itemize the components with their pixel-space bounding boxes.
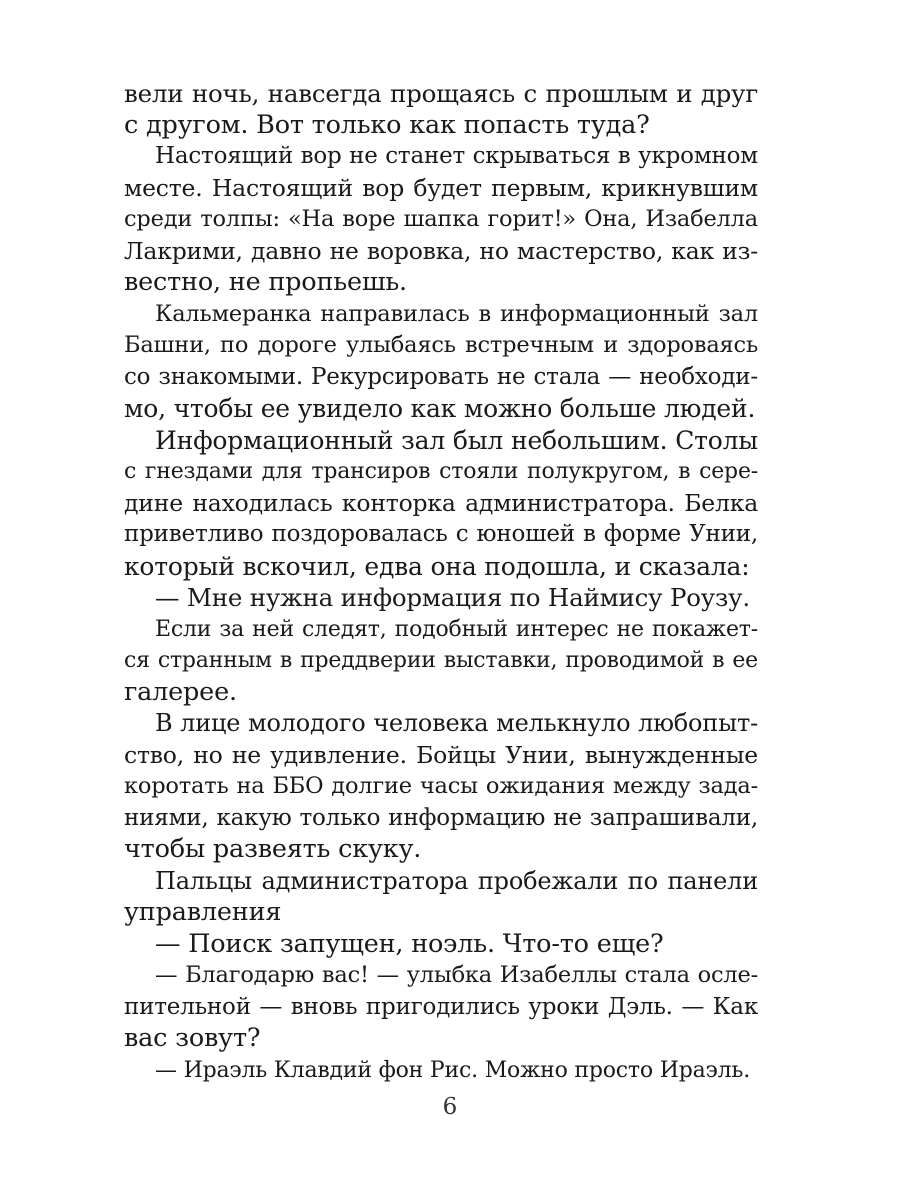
text-line: чтобы развеять скуку.: [124, 834, 422, 864]
text-line: Пальцы администратора пробежали по панели: [155, 866, 758, 895]
text-line: — Ираэль Клавдий фон Рис. Можно просто Ираэль.: [155, 1057, 750, 1083]
text-line: с другом. Вот только как попасть туда?: [124, 109, 650, 140]
page-body: [124, 78, 758, 1086]
text-line: приветливо поздоровалась с юношей в форме Унии,: [124, 521, 758, 547]
text-line: вас зовут?: [124, 1023, 261, 1053]
paragraph: [124, 1055, 758, 1087]
text-line: Лакрими, давно не воровка, но мастерство, как из-: [124, 236, 758, 265]
text-line: Информационный зал был небольшим. Столы: [155, 425, 758, 455]
text-line: Настоящий вор не станет скрываться в укромном: [155, 143, 758, 169]
text-line: Кальмеранка направилась в информационный зал: [155, 300, 758, 327]
text-line: коротать на ББО долгие часы ожидания между зада-: [124, 773, 758, 799]
text-line: пительной — вновь пригодились уроки Дэль. — Как: [124, 993, 758, 1020]
paragraph: [124, 78, 758, 141]
text-line: который вскочил, едва она подошла, и сказала:: [124, 551, 750, 581]
paragraph: [124, 582, 758, 614]
paragraph: [124, 614, 758, 709]
text-line: Башни, по дороге улыбаясь встречным и здороваясь: [124, 332, 758, 358]
text-line: — Благодарю вас! — улыбка Изабеллы стала осле-: [155, 962, 758, 988]
text-line: Если за ней следят, подобный интерес не покажет-: [155, 616, 758, 642]
text-line: со знакомыми. Рекурсировать не стала — необходи-: [124, 363, 758, 390]
text-line: галерее.: [124, 676, 237, 707]
paragraph: [124, 929, 758, 961]
text-line: управления: [124, 897, 282, 927]
text-line: вели ночь, навсегда прощаясь с прошлым и друг: [124, 79, 758, 108]
text-line: среди толпы: «На воре шапка горит!» Она, Изабелла: [124, 206, 758, 232]
text-line: мо, чтобы ее увидело как можно больше людей.: [124, 394, 756, 423]
text-line: — Поиск запущен, ноэль. Что-то еще?: [155, 928, 664, 959]
text-line: дине находилась конторка администратора. Белка: [124, 488, 758, 517]
paragraph: [124, 960, 758, 1055]
text-line: месте. Настоящий вор будет первым, крикнувшим: [124, 173, 758, 202]
text-line: ниями, какую только информацию не запрашивали,: [124, 804, 758, 831]
text-line: с гнездами для трансиров стояли полукругом, в сере-: [124, 459, 758, 484]
paragraph: [124, 141, 758, 299]
paragraph: [124, 425, 758, 583]
text-line: вестно, не пропьешь.: [124, 267, 407, 297]
text-line: В лице молодого человека мелькнуло любопыт-: [155, 709, 758, 737]
page-number: 6: [442, 1094, 458, 1120]
text-line: — Мне нужна информация по Наймису Роузу.: [155, 583, 750, 612]
paragraph: [124, 708, 758, 866]
text-line: ся странным в преддверии выставки, проводимой в ее: [124, 648, 758, 673]
text-line: ство, но не удивление. Бойцы Унии, вынужденные: [124, 740, 758, 769]
paragraph: [124, 299, 758, 425]
paragraph: [124, 866, 758, 929]
